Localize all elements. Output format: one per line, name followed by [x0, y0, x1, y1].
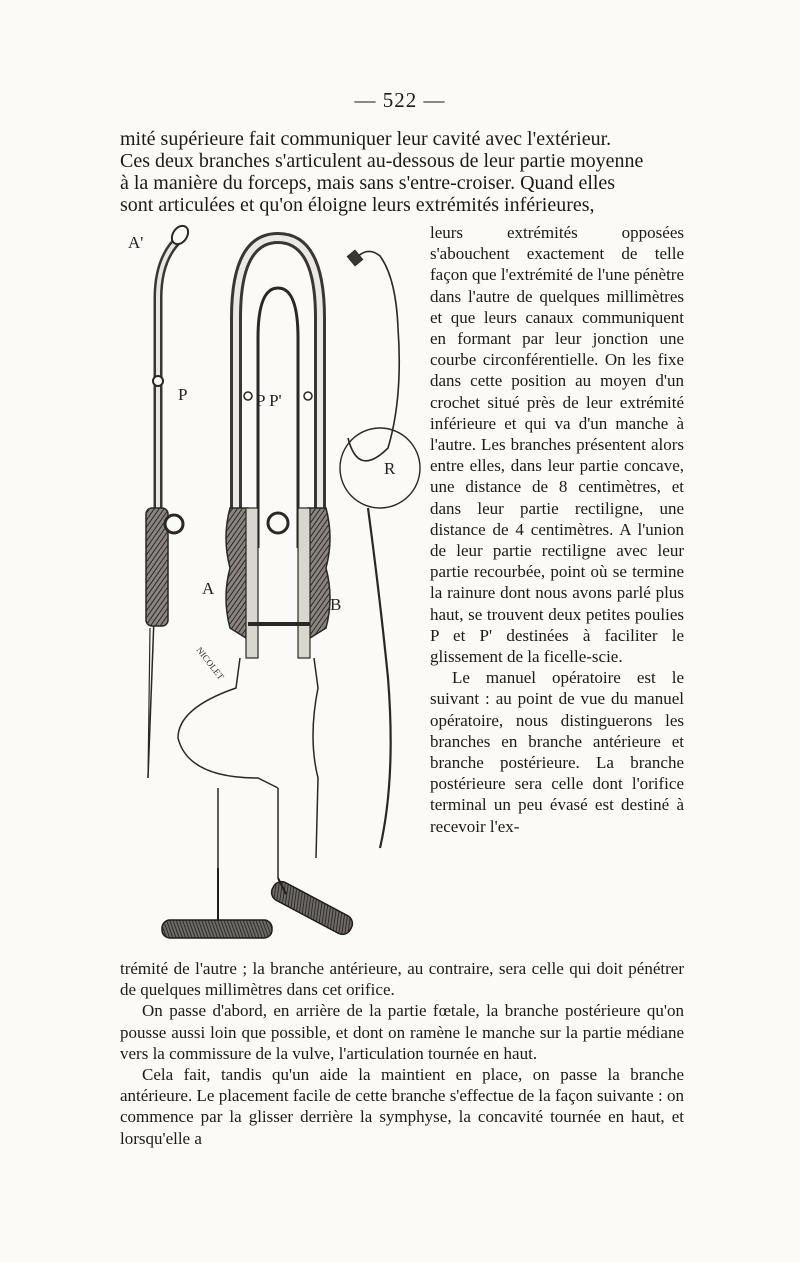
- top-paragraph: [120, 128, 686, 216]
- side-column-text: [430, 222, 684, 837]
- figure-label-p: P: [178, 385, 188, 404]
- text-line: sont articulées et qu'on éloigne leurs extrémités inférieures,: [120, 194, 595, 216]
- paragraph: On passe d'abord, en arrière de la partie fœtale, la branche postérieure qu'on pousse aussi loin que possible, et dont on ramène le manche sur la partie médiane vers la commissure de la vulve, l'articulation tournée en haut.: [120, 1001, 684, 1063]
- figure-label-r: R: [384, 459, 396, 478]
- page-number: — 522 —: [354, 88, 446, 112]
- figure-label-b: B: [330, 595, 342, 614]
- figure-label-a: A: [202, 579, 215, 598]
- wire-saw-drawing: [340, 250, 420, 848]
- double-branch-drawing: [178, 238, 330, 878]
- instrument-engraving: [118, 218, 424, 958]
- paragraph: trémité de l'autre ; la branche antérieure, au contraire, sera celle qui doit pénétrer de quelques millimètres dans cet orifice.: [120, 959, 684, 1000]
- handles-drawing: [162, 868, 356, 938]
- text-line: mité supérieure fait communiquer leur cavité avec l'extérieur.: [120, 128, 612, 150]
- text-line: à la manière du forceps, mais sans s'entre-croiser. Quand elles: [120, 172, 616, 194]
- engraver-signature: NICOLET: [194, 645, 227, 682]
- text-line: Ces deux branches s'articulent au-dessous de leur partie moyenne: [120, 150, 644, 172]
- single-branch-drawing: [146, 223, 191, 778]
- paragraph: leurs extrémités opposées s'abouchent exactement de telle façon que l'extrémité de l'une pénètre dans l'autre de quelques millimètres et que leurs canaux communiquent en formant par leur jonction une courbe circonférentielle. On les fixe dans cette position au moyen d'un crochet situé près de leur extrémité inférieure et qui va d'un manche à l'autre. Les branches présentent alors entre elles, dans leur partie concave, une distance de 8 centimètres, et dans leur partie rectiligne, une distance de 4 centimètres. A l'union de leur partie rectiligne avec leur partie recourbée, point où se termine la rainure dont nous avons parlé plus haut, se trouvent deux petites poulies P et P' destinées à faciliter le glissement de la ficelle-scie.: [430, 223, 684, 667]
- paragraph: Cela fait, tandis qu'un aide la maintient en place, on passe la branche antérieure. Le placement facile de cette branche s'effectue de la façon suivante : on commence par la glisser derrière la symphyse, la concavité tournée en haut, et lorsqu'elle a: [120, 1065, 684, 1148]
- paragraph: Le manuel opératoire est le suivant : au point de vue du manuel opératoire, nous distinguerons les branches en branche antérieure et branche postérieure. La branche postérieure sera celle dont l'orifice terminal un peu évasé est destiné à recevoir l'ex-: [430, 668, 684, 836]
- figure-label-p-pair: P P': [256, 391, 282, 410]
- full-width-text: [120, 958, 684, 1149]
- figure-label-a-prime: A': [128, 233, 144, 252]
